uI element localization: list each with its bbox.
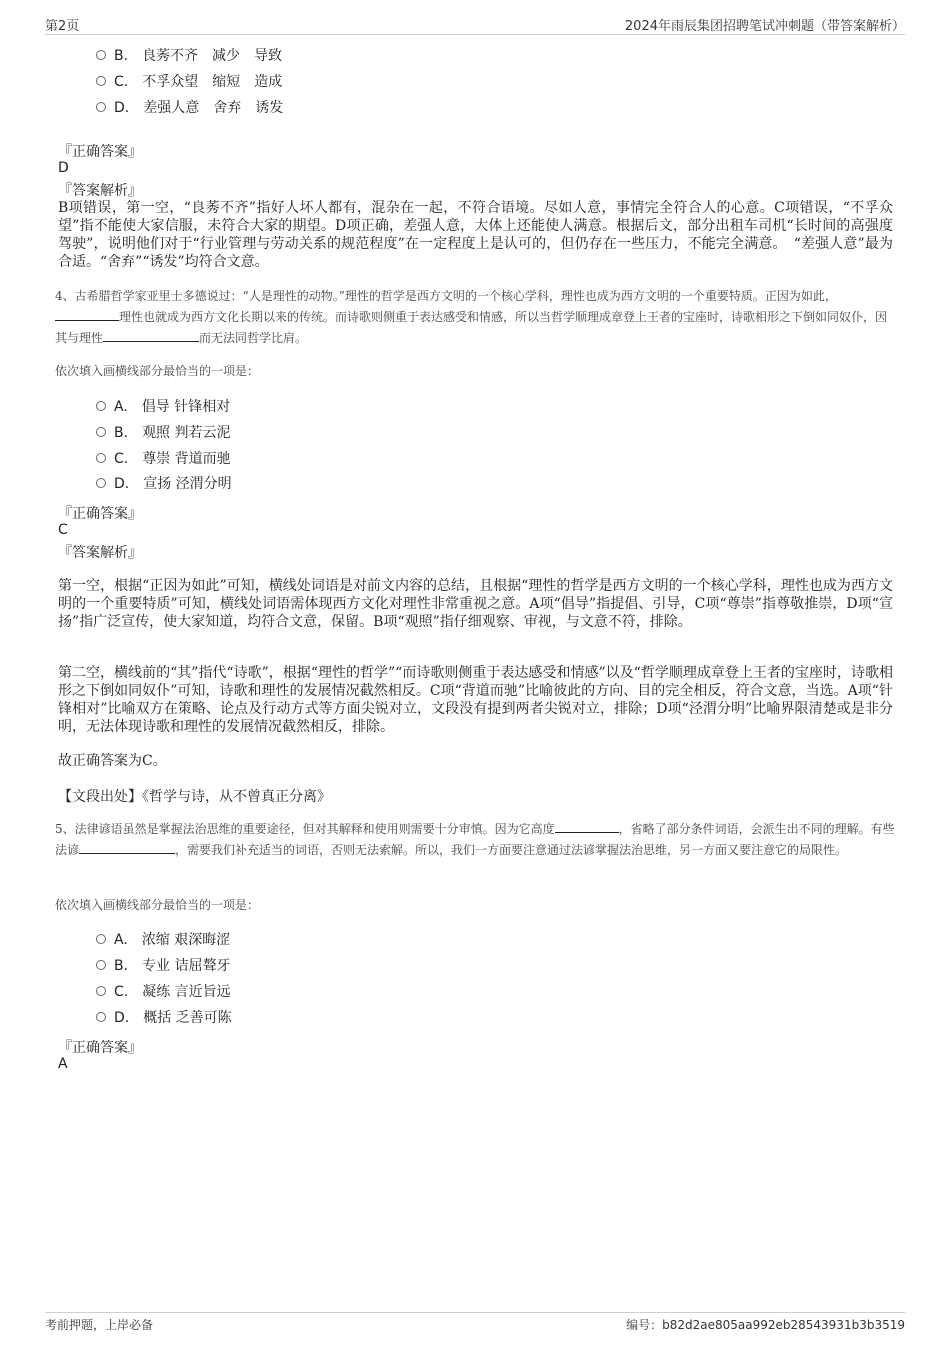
q4-option-c[interactable]: C. 尊崇 背道而驰	[96, 449, 231, 469]
radio-icon[interactable]	[96, 102, 106, 112]
q4-prompt: 依次填入画横线部分最恰当的一项是：	[55, 364, 260, 378]
q3-option-d[interactable]: D. 差强人意 舍弃 诱发	[96, 98, 283, 118]
q4-option-d[interactable]: D. 宣扬 泾渭分明	[96, 474, 232, 494]
q5-answer: A	[58, 1056, 68, 1072]
q5-option-a[interactable]: A. 浓缩 艰深晦涩	[96, 930, 230, 950]
q4-answer: C	[58, 522, 68, 538]
q4-option-a[interactable]: A. 倡导 针锋相对	[96, 397, 230, 417]
q4-answer-label: 『正确答案』	[58, 506, 142, 522]
radio-icon[interactable]	[96, 960, 106, 970]
radio-icon[interactable]	[96, 401, 106, 411]
document-title: 2024年雨辰集团招聘笔试冲刺题（带答案解析）	[624, 19, 905, 34]
q3-option-c[interactable]: C. 不孚众望 缩短 造成	[96, 72, 282, 92]
q5-prompt: 依次填入画横线部分最恰当的一项是：	[55, 898, 260, 912]
radio-icon[interactable]	[96, 1012, 106, 1022]
radio-icon[interactable]	[96, 427, 106, 437]
radio-icon[interactable]	[96, 453, 106, 463]
q5-blank-2	[79, 841, 175, 854]
q4-analysis-label: 『答案解析』	[58, 545, 142, 561]
page-number: 第2页	[45, 19, 80, 34]
q5-option-d[interactable]: D. 概括 乏善可陈	[96, 1008, 232, 1028]
page-header	[45, 12, 905, 35]
radio-icon[interactable]	[96, 76, 106, 86]
radio-icon[interactable]	[96, 986, 106, 996]
q5-answer-label: 『正确答案』	[58, 1040, 142, 1056]
q4-blank-2	[103, 329, 199, 342]
q3-option-b[interactable]: B. 良莠不齐 减少 导致	[96, 46, 282, 66]
q5-option-c[interactable]: C. 凝练 言近旨远	[96, 982, 231, 1002]
page-footer	[45, 1312, 905, 1337]
q4-conclusion: 故正确答案为C。	[58, 753, 167, 769]
radio-icon[interactable]	[96, 50, 106, 60]
document-id: 编号：b82d2ae805aa992eb28543931b3b3519	[626, 1318, 905, 1332]
q3-answer: D	[58, 160, 69, 176]
q5-blank-1	[555, 820, 619, 833]
q4-question: 4、古希腊哲学家亚里士多德说过：“人是理性的动物。”理性的哲学是西方文明的一个核心学科，理性也成为西方文明的一个重要特质。正因为如此，理性也就成为西方文化长期以来的传统。而诗歌则侧重于表达感受和情感，所以当哲学顺理成章登上王者的宝座时，诗歌相形之下倒如同奴仆，因其与理性 而无法同哲学比肩。	[55, 289, 888, 345]
q4-analysis-second: 第二空，横线前的“其”指代“诗歌”，根据“理性的哲学”“而诗歌则侧重于表达感受和情感”以及“哲学顺理成章登上王者的宝座时，诗歌相形之下倒如同奴仆”可知，诗歌和理性的发展情况截然相反。C项“背道而驰”比喻彼此的方向、目的完全相反，符合文意，当选。A项“针锋相对”比喻双方在策略、论点及行动方式等方面尖锐对立，文段没有提到两者尖锐对立，排除；D项“泾渭分明”比喻界限清楚或是非分明，无法体现诗歌和理性的发展情况截然相反，排除。	[58, 665, 893, 735]
q5-question: 5、法律谚语虽然是掌握法治思维的重要途径，但对其解释和使用则需要十分审慎。因为它高度 ，省略了部分条件词语，会派生出不同的理解。有些法谚 ，需要我们补充适当的词语，否则无法索解。所以，我们一方面要注意通过法谚掌握法治思维，另一方面又要注意它的局限性。	[55, 822, 895, 857]
radio-icon[interactable]	[96, 478, 106, 488]
q5-option-b[interactable]: B. 专业 诘屈聱牙	[96, 956, 231, 976]
q4-analysis-first: 第一空，根据“正因为如此”可知，横线处词语是对前文内容的总结，且根据“理性的哲学是西方文明的一个核心学科，理性也成为西方文明的一个重要特质”可知，横线处词语需体现西方文化对理性非常重视之意。A项“倡导”指提倡、引导，C项“尊崇”指尊敬推崇，D项“宣扬”指广泛宣传，使大家知道，均符合文意，保留。B项“观照”指仔细观察、审视，与文意不符，排除。	[58, 578, 893, 630]
radio-icon[interactable]	[96, 934, 106, 944]
footer-slogan: 考前押题，上岸必备	[45, 1318, 154, 1332]
q4-blank-1	[55, 308, 119, 321]
q4-option-b[interactable]: B. 观照 判若云泥	[96, 423, 231, 443]
q3-analysis-label: 『答案解析』	[58, 183, 142, 199]
q4-source: 【文段出处】《哲学与诗，从不曾真正分离》	[58, 789, 331, 805]
q3-answer-label: 『正确答案』	[58, 144, 142, 160]
q3-analysis: B项错误，第一空，“良莠不齐”指好人坏人都有，混杂在一起，不符合语境。尽如人意，事情完全符合人的心意。C项错误，“不孚众望”指不能使大家信服，未符合大家的期望。D项正确，差强人意，大体上还能使人满意。根据后文，部分出租车司机“长时间的高强度驾驶”，说明他们对于“行业管理与劳动关系的规范程度”在一定程度上是认可的，但仍存在一些压力，不能完全满意。 “差强人意”最为合适。“舍弃”“诱发”均符合文意。	[58, 200, 893, 270]
